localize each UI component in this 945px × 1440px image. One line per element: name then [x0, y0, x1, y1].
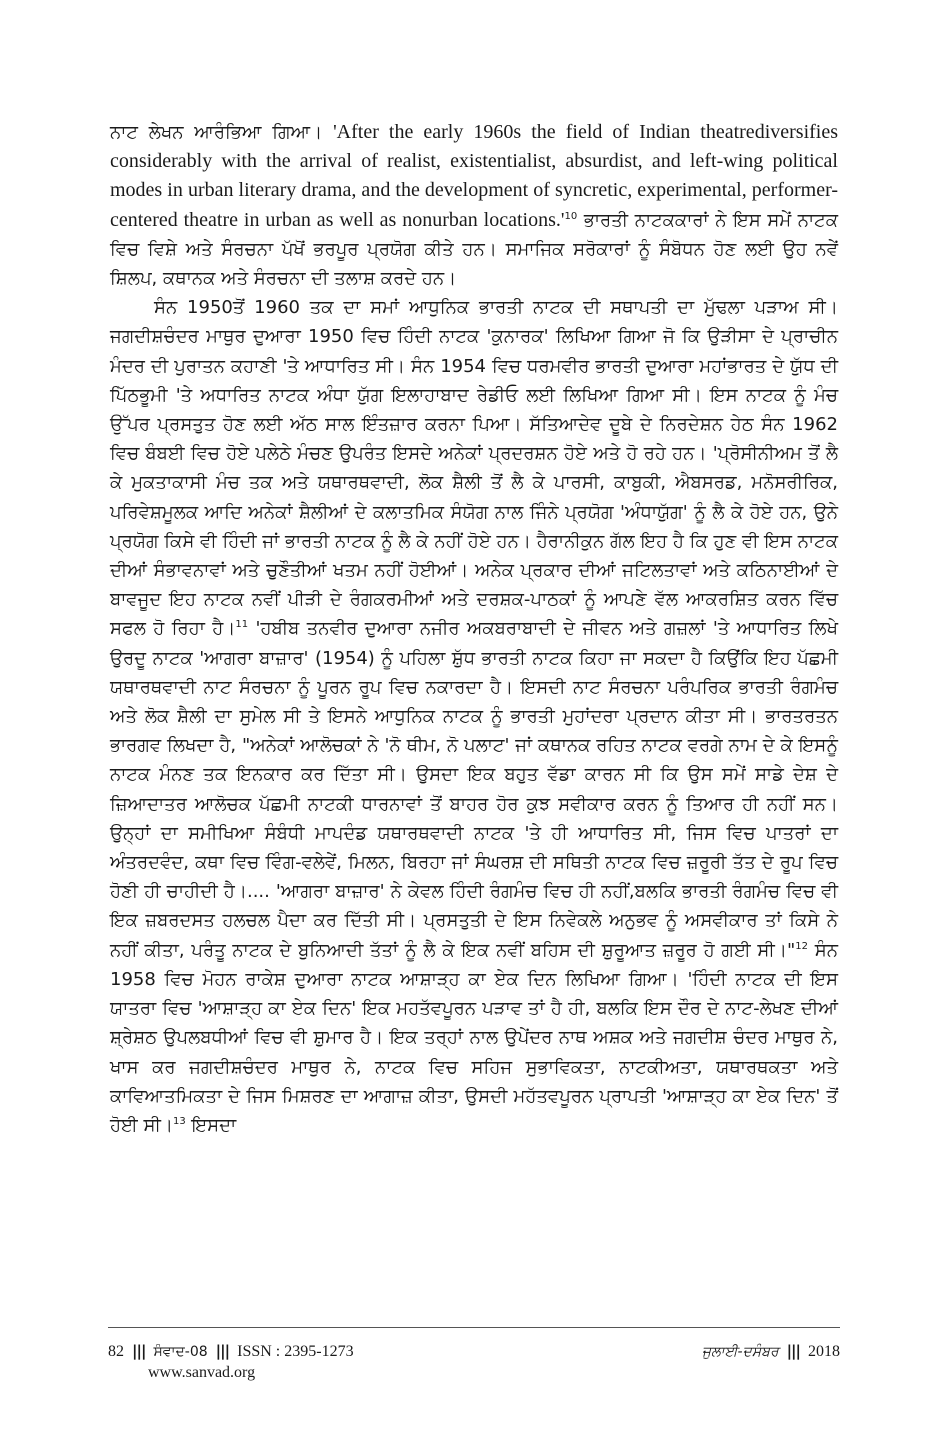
- footnote-ref: 12: [795, 940, 808, 952]
- footer-right: [702, 1340, 840, 1363]
- text-run: ਭਾਰਤੀ ਨਾਟਕਕਾਰਾਂ ਨੇ ਇਸ ਸਮੇਂ ਨਾਟਕ ਵਿਚ ਵਿਸ਼ੇ ਅਤੇ ਸੰਰਚਨਾ ਪੱਖੋਂ ਭਰਪੂਰ ਪ੍ਰਯੋਗ ਕੀਤੇ ਹਨ। ਸਮਾਜਿਕ ਸਰੋਕਾਰਾਂ ਨੂੰ ਸੰਬੋਧਨ ਹੋਣ ਲਈ ਉਹ ਨਵੇਂ ਸ਼ਿਲਪ, ਕਥਾਨਕ ਅਤੇ ਸੰਰਚਨਾ ਦੀ ਤਲਾਸ਼ ਕਰਦੇ ਹਨ।: [110, 209, 838, 290]
- paragraph: [110, 118, 838, 293]
- separator-icon: |||: [215, 1342, 230, 1360]
- publication-year: 2018: [808, 1343, 840, 1360]
- footnote-ref: 13: [173, 1115, 186, 1127]
- separator-icon: |||: [786, 1342, 800, 1360]
- page-number: 82: [108, 1343, 124, 1360]
- text-run: 'ਹਬੀਬ ਤਨਵੀਰ ਦੁਆਰਾ ਨਜੀਰ ਅਕਬਰਾਬਾਦੀ ਦੇ ਜੀਵਨ ਅਤੇ ਗਜ਼ਲਾਂ 'ਤੇ ਆਧਾਰਿਤ ਲਿਖੇ ਉਰਦੂ ਨਾਟਕ 'ਆਗਰਾ ਬਾਜ਼ਾਰ' (1954) ਨੂੰ ਪਹਿਲਾ ਸ਼ੁੱਧ ਭਾਰਤੀ ਨਾਟਕ ਕਿਹਾ ਜਾ ਸਕਦਾ ਹੈ ਕਿਉਂਕਿ ਇਹ ਪੱਛਮੀ ਯਥਾਰਥਵਾਦੀ ਨਾਟ ਸੰਰਚਨਾ ਨੂੰ ਪੂਰਨ ਰੂਪ ਵਿਚ ਨਕਾਰਦਾ ਹੈ। ਇਸਦੀ ਨਾਟ ਸੰਰਚਨਾ ਪਰੰਪਰਿਕ ਭਾਰਤੀ ਰੰਗਮੰਚ ਅਤੇ ਲੋਕ ਸ਼ੈਲੀ ਦਾ ਸੁਮੇਲ ਸੀ ਤੇ ਇਸਨੇ ਆਧੁਨਿਕ ਨਾਟਕ ਨੂੰ ਭਾਰਤੀ ਮੁਹਾਂਦਰਾ ਪ੍ਰਦਾਨ ਕੀਤਾ ਸੀ। ਭਾਰਤਰਤਨ ਭਾਰਗਵ ਲਿਖਦਾ ਹੈ, "ਅਨੇਕਾਂ ਆਲੋਚਕਾਂ ਨੇ 'ਨੋ ਥੀਮ, ਨੋ ਪਲਾਟ' ਜਾਂ ਕਥਾਨਕ ਰਹਿਤ ਨਾਟਕ ਵਰਗੇ ਨਾਮ ਦੇ ਕੇ ਇਸਨੂੰ ਨਾਟਕ ਮੰਨਣ ਤਕ ਇਨਕਾਰ ਕਰ ਦਿੱਤਾ ਸੀ। ਉਸਦਾ ਇਕ ਬਹੁਤ ਵੱਡਾ ਕਾਰਨ ਸੀ ਕਿ ਉਸ ਸਮੇਂ ਸਾਡੇ ਦੇਸ਼ ਦੇ ਜ਼ਿਆਦਾਤਰ ਆਲੋਚਕ ਪੱਛਮੀ ਨਾਟਕੀ ਧਾਰਨਾਵਾਂ ਤੋਂ ਬਾਹਰ ਹੋਰ ਕੁਝ ਸਵੀਕਾਰ ਕਰਨ ਨੂੰ ਤਿਆਰ ਹੀ ਨਹੀਂ ਸਨ। ਉਨ੍ਹਾਂ ਦਾ ਸਮੀਖਿਆ ਸੰਬੰਧੀ ਮਾਪਦੰਡ ਯਥਾਰਥਵਾਦੀ ਨਾਟਕ 'ਤੇ ਹੀ ਆਧਾਰਿਤ ਸੀ, ਜਿਸ ਵਿਚ ਪਾਤਰਾਂ ਦਾ ਅੰਤਰਦਵੰਦ, ਕਥਾ ਵਿਚ ਵਿੰਗ-ਵਲੇਵੇਂ, ਮਿਲਨ, ਬਿਰਹਾ ਜਾਂ ਸੰਘਰਸ਼ ਦੀ ਸਥਿਤੀ ਨਾਟਕ ਵਿਚ ਜ਼ਰੂਰੀ ਤੱਤ ਦੇ ਰੂਪ ਵਿਚ ਹੋਣੀ ਹੀ ਚਾਹੀਦੀ ਹੈ।.... 'ਆਗਰਾ ਬਾਜ਼ਾਰ' ਨੇ ਕੇਵਲ ਹਿੰਦੀ ਰੰਗਮੰਚ ਵਿਚ ਹੀ ਨਹੀਂ,ਬਲਕਿ ਭਾਰਤੀ ਰੰਗਮੰਚ ਵਿਚ ਵੀ ਇਕ ਜ਼ਬਰਦਸਤ ਹਲਚਲ ਪੈਦਾ ਕਰ ਦਿੱਤੀ ਸੀ। ਪ੍ਰਸਤੁਤੀ ਦੇ ਇਸ ਨਿਵੇਕਲੇ ਅਨੁਭਵ ਨੂੰ ਅਸਵੀਕਾਰ ਤਾਂ ਕਿਸੇ ਨੇ ਨਹੀਂ ਕੀਤਾ, ਪਰੰਤੂ ਨਾਟਕ ਦੇ ਬੁਨਿਆਦੀ ਤੱਤਾਂ ਨੂੰ ਲੈ ਕੇ ਇਕ ਨਵੀਂ ਬਹਿਸ ਦੀ ਸ਼ੁਰੂਆਤ ਜ਼ਰੂਰ ਹੋ ਗਈ ਸੀ।": [110, 618, 838, 961]
- text-run: ਇਸਦਾ: [185, 1114, 237, 1136]
- text-run: ਨਾਟ ਲੇਖਨ ਆਰੰਭਿਆ ਗਿਆ।: [110, 122, 334, 143]
- separator-icon: |||: [132, 1342, 146, 1360]
- text-run: ਸੰਨ 1950ਤੋਂ 1960 ਤਕ ਦਾ ਸਮਾਂ ਆਧੁਨਿਕ ਭਾਰਤੀ ਨਾਟਕ ਦੀ ਸਥਾਪਤੀ ਦਾ ਮੁੱਢਲਾ ਪੜਾਅ ਸੀ। ਜਗਦੀਸ਼ਚੰਦਰ ਮਾਥੁਰ ਦੁਆਰਾ 1950 ਵਿਚ ਹਿੰਦੀ ਨਾਟਕ 'ਕੁਨਾਰਕ' ਲਿਖਿਆ ਗਿਆ ਜੋ ਕਿ ਉੜੀਸਾ ਦੇ ਪ੍ਰਾਚੀਨ ਮੰਦਰ ਦੀ ਪੁਰਾਤਨ ਕਹਾਣੀ 'ਤੇ ਆਧਾਰਿਤ ਸੀ। ਸੰਨ 1954 ਵਿਚ ਧਰਮਵੀਰ ਭਾਰਤੀ ਦੁਆਰਾ ਮਹਾਂਭਾਰਤ ਦੇ ਯੁੱਧ ਦੀ ਪਿੱਠਭੂਮੀ 'ਤੇ ਅਧਾਰਿਤ ਨਾਟਕ ਅੰਧਾ ਯੁੱਗ ਇਲਾਹਾਬਾਦ ਰੇਡੀਓ ਲਈ ਲਿਖਿਆ ਗਿਆ ਸੀ। ਇਸ ਨਾਟਕ ਨੂੰ ਮੰਚ ਉੱਪਰ ਪ੍ਰਸਤੁਤ ਹੋਣ ਲਈ ਅੱਠ ਸਾਲ ਇੰਤਜ਼ਾਰ ਕਰਨਾ ਪਿਆ। ਸੱਤਿਆਦੇਵ ਦੂਬੇ ਦੇ ਨਿਰਦੇਸ਼ਨ ਹੇਠ ਸੰਨ 1962 ਵਿਚ ਬੰਬਈ ਵਿਚ ਹੋਏ ਪਲੇਠੇ ਮੰਚਣ ਉਪਰੰਤ ਇਸਦੇ ਅਨੇਕਾਂ ਪ੍ਰਦਰਸ਼ਨ ਹੋਏ ਅਤੇ ਹੋ ਰਹੇ ਹਨ। 'ਪ੍ਰੋਸੀਨੀਅਮ ਤੋਂ ਲੈ ਕੇ ਮੁਕਤਾਕਾਸੀ ਮੰਚ ਤਕ ਅਤੇ ਯਥਾਰਥਵਾਦੀ, ਲੋਕ ਸ਼ੈਲੀ ਤੋਂ ਲੈ ਕੇ ਪਾਰਸੀ, ਕਾਬੁਕੀ, ਐਬਸਰਡ, ਮਨੋਸਰੀਰਿਕ, ਪਰਿਵੇਸ਼ਮੂਲਕ ਆਦਿ ਅਨੇਕਾਂ ਸ਼ੈਲੀਆਂ ਦੇ ਕਲਾਤਮਿਕ ਸੰਯੋਗ ਨਾਲ ਜਿੰਨੇ ਪ੍ਰਯੋਗ 'ਅੰਧਾਯੁੱਗ' ਨੂੰ ਲੈ ਕੇ ਹੋਏ ਹਨ, ਉਨੇ ਪ੍ਰਯੋਗ ਕਿਸੇ ਵੀ ਹਿੰਦੀ ਜਾਂ ਭਾਰਤੀ ਨਾਟਕ ਨੂੰ ਲੈ ਕੇ ਨਹੀਂ ਹੋਏ ਹਨ। ਹੈਰਾਨੀਕੁਨ ਗੱਲ ਇਹ ਹੈ ਕਿ ਹੁਣ ਵੀ ਇਸ ਨਾਟਕ ਦੀਆਂ ਸੰਭਾਵਨਾਵਾਂ ਅਤੇ ਚੁਣੌਤੀਆਂ ਖਤਮ ਨਹੀਂ ਹੋਈਆਂ। ਅਨੇਕ ਪ੍ਰਕਾਰ ਦੀਆਂ ਜਟਿਲਤਾਵਾਂ ਅਤੇ ਕਠਿਨਾਈਆਂ ਦੇ ਬਾਵਜੂਦ ਇਹ ਨਾਟਕ ਨਵੀਂ ਪੀੜੀ ਦੇ ਰੰਗਕਰਮੀਆਂ ਅਤੇ ਦਰਸ਼ਕ-ਪਾਠਕਾਂ ਨੂੰ ਆਪਣੇ ਵੱਲ ਆਕਰਸ਼ਿਤ ਕਰਨ ਵਿੱਚ ਸਫਲ ਹੋ ਰਿਹਾ ਹੈ।: [110, 297, 838, 640]
- publication-period: ਜੁਲਾਈ-ਦਸੰਬਰ: [701, 1344, 779, 1360]
- journal-issue: ਸੰਵਾਦ-08: [153, 1344, 208, 1360]
- article-body: [110, 118, 838, 1140]
- website-link[interactable]: www.sanvad.org: [148, 1364, 256, 1381]
- english-quote: 'After the early 1960s the field of Indian theatrediversifies considerably with the arrival of realist, existentialist, absurdist, and left-wing political modes in urban literary drama, and the development of syncretic, experimental, performer-centered theatre in urban as well as nonurban locations.': [110, 121, 838, 231]
- footnote-ref: 11: [235, 619, 249, 631]
- footer-divider: [108, 1327, 840, 1328]
- footer-left: [108, 1340, 354, 1363]
- footnote-ref: 10: [564, 210, 578, 222]
- paragraph: [110, 293, 838, 1140]
- issn-number: ISSN : 2395-1273: [237, 1343, 354, 1360]
- text-run: ਸੰਨ 1958 ਵਿਚ ਮੋਹਨ ਰਾਕੇਸ਼ ਦੁਆਰਾ ਨਾਟਕ ਆਸ਼ਾੜ੍ਹ ਕਾ ਏਕ ਦਿਨ ਲਿਖਿਆ ਗਿਆ। 'ਹਿੰਦੀ ਨਾਟਕ ਦੀ ਇਸ ਯਾਤਰਾ ਵਿਚ 'ਆਸ਼ਾੜ੍ਹ ਕਾ ਏਕ ਦਿਨ' ਇਕ ਮਹਤੱਵਪੂਰਨ ਪੜਾਵ ਤਾਂ ਹੈ ਹੀ, ਬਲਕਿ ਇਸ ਦੌਰ ਦੇ ਨਾਟ-ਲੇਖਣ ਦੀਆਂ ਸ਼੍ਰੇਸ਼ਠ ਉਪਲਬਧੀਆਂ ਵਿਚ ਵੀ ਸ਼ੁਮਾਰ ਹੈ। ਇਕ ਤਰ੍ਹਾਂ ਨਾਲ ਉਪੇਂਦਰ ਨਾਥ ਅਸ਼ਕ ਅਤੇ ਜਗਦੀਸ਼ ਚੰਦਰ ਮਾਥੁਰ ਨੇ, ਖਾਸ ਕਰ ਜਗਦੀਸ਼ਚੰਦਰ ਮਾਥੁਰ ਨੇ, ਨਾਟਕ ਵਿਚ ਸਹਿਜ ਸੁਭਾਵਿਕਤਾ, ਨਾਟਕੀਅਤਾ, ਯਥਾਰਥਕਤਾ ਅਤੇ ਕਾਵਿਆਤਮਿਕਤਾ ਦੇ ਜਿਸ ਮਿਸ਼ਰਣ ਦਾ ਆਗਾਜ਼ ਕੀਤਾ, ਉਸਦੀ ਮਹੱਤਵਪੂਰਨ ਪ੍ਰਾਪਤੀ 'ਆਸ਼ਾੜ੍ਹ ਕਾ ਏਕ ਦਿਨ' ਤੋਂ ਹੋਈ ਸੀ।: [110, 939, 838, 1136]
